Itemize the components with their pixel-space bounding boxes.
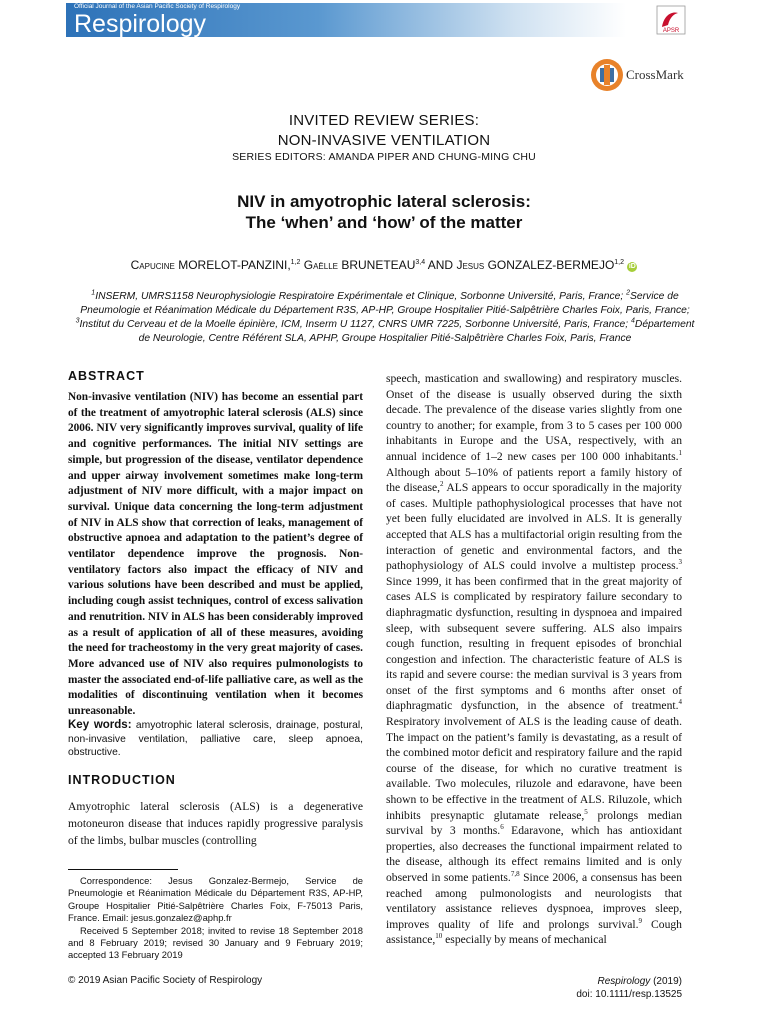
keywords-label: Key words:: [68, 719, 132, 731]
keywords-text: amyotrophic lateral sclerosis, drainage, postural, non-invasive ventilation, palliative care, sleep apnoea, obstructive.: [68, 720, 363, 759]
affil-4: Département de Neurologie, Centre Référent SLA, APHP, Groupe Hospitalier Pitié-Salpêtrière Charles Foix, Paris, France: [138, 319, 695, 344]
author-3-last: GONZALEZ-BERMEJO: [487, 258, 615, 272]
keywords: [68, 719, 363, 760]
affil-num-2: 2: [626, 289, 631, 297]
body-text: Respiratory involvement of ALS is the leading cause of death. The impact on the patient’s family is devastating, as a result of the combined motor deficit and respiratory failure and the rapid course of the disease, for which no curative treatment is available. Two molecules, riluzole and edaravone, have been shown to be effective in the treatment of ALS. Riluzole, which inhibits presynaptic glutamate release,: [386, 715, 682, 822]
affil-num-3: 3: [75, 317, 80, 325]
footnote: [68, 875, 363, 962]
body-text: Although about 5–10% of patients report a family history of the disease,: [386, 465, 682, 495]
body-text: Edaravone, which has antioxidant properties, also decreases the functional impairment related to the disease, although its effect remains limited and is only observed in some patients.: [386, 824, 682, 884]
author-2-first: Gaëlle: [303, 258, 338, 272]
citation[interactable]: 2: [440, 480, 444, 489]
affil-2: Service de Pneumologie et Réanimation Médicale du Département R3S, AP-HP, Groupe Hospitalier Pitié-Salpêtrière Charles Foix, Paris, France;: [80, 291, 690, 316]
citation[interactable]: 9: [638, 916, 642, 925]
abstract-body: Non-invasive ventilation (NIV) has become an essential part of the treatment of amyotrophic lateral sclerosis (ALS) since 2006. NIV very significantly improves survival, quality of life and cognitive performances. The initial NIV settings are simple, but progression of the disease, ventilator dependence and upper airway involvement sometimes make long-term adjustment of NIV more difficult, with a major impact on survival. Unique data concerning the long-term adjustment of NIV in ALS show that correction of leaks, management of obstructive apnoea and adaptation to the patient’s degree of ventilator dependence improve the prognosis. Non-ventilatory factors also impact the efficacy of NIV and various solutions have been described and must be applied, including cough assist techniques, control of excess salivation and renutrition. NIV in ALS has been considerably improved as a result of application of all of these measures, avoiding the need for tracheostomy in the very great majority of cases. More advanced use of NIV also requires pulmonologists to master the associated end-of-life palliative care, as well as the modalities of discontinuing ventilation when it becomes unreasonable.: [68, 391, 363, 718]
journal-banner: [66, 0, 686, 40]
affil-1: INSERM, UMRS1158 Neurophysiologie Respiratoire Expérimentale et Clinique, Sorbonne Université, Paris, France;: [95, 291, 627, 302]
series-editors: SERIES EDITORS: AMANDA PIPER AND CHUNG-MING CHU: [232, 151, 536, 163]
abstract-heading: ABSTRACT: [68, 369, 145, 383]
body-text: ALS appears to occur sporadically in the majority of cases. Multiple pathophysiological processes that have not yet been fully elucidated are involved in ALS. It is generally accepted that ALS has a multifactorial origin resulting from the interaction of genetic and environmental factors, and the pathophysiology of ALS could involve a multistep process.: [386, 481, 682, 573]
introduction-body-continued: [386, 371, 682, 948]
body-text: prolongs median survival by 3 months.: [386, 808, 682, 838]
author-list: [0, 258, 768, 272]
body-text: Cough assistance,: [386, 917, 682, 947]
body-text: speech, mastication and swallowing) and respiratory muscles. Onset of the disease is usually observed during the sixth decade. The prevalence of the disease varies slightly from one country to another; for example, from 3 to 5 cases per 100 000 inhabitants in Europe and the USA, respectively, with an annual incidence of 1–2 new cases per 100 000 inhabitants.: [386, 372, 682, 463]
affil-num-4: 4: [630, 317, 635, 325]
citation[interactable]: 5: [584, 807, 588, 816]
author-1-affil: 1,2: [290, 259, 301, 266]
series-heading-line1: INVITED REVIEW SERIES:: [288, 112, 480, 129]
footer-year: (2019): [650, 976, 682, 987]
author-3-affil: 1,2: [614, 259, 625, 266]
crossmark-badge[interactable]: [590, 56, 710, 96]
author-2-affil: 3,4: [415, 259, 426, 266]
series-heading-line2: NON-INVASIVE VENTILATION: [277, 132, 491, 149]
author-3-first: Jesus: [456, 258, 485, 272]
article-title-line2: The ‘when’ and ‘how’ of the matter: [245, 213, 523, 232]
crossmark-label: CrossMark: [626, 67, 684, 82]
body-text: especially by means of mechanical: [442, 933, 607, 947]
footnote-divider: [68, 869, 178, 870]
article-dates: Received 5 September 2018; invited to revise 18 September 2018 and 8 February 2019; revised 30 January and 9 February 2019; accepted 13 February 2019: [68, 924, 363, 961]
apsr-logo-icon: [656, 5, 686, 35]
citation[interactable]: 7,8: [510, 870, 520, 879]
author-1-first: Capucine: [130, 258, 175, 272]
author-2-last: BRUNETEAU: [341, 258, 416, 272]
article-title-line1: NIV in amyotrophic lateral sclerosis:: [237, 192, 531, 211]
doi[interactable]: doi: 10.1111/resp.13525: [576, 989, 682, 1000]
affil-3: Institut du Cerveau et de la Moelle épinière, ICM, Inserm U 1127, CNRS UMR 7225, Sorbonne Université, Paris, France;: [79, 319, 631, 330]
correspondence: Correspondence: Jesus Gonzalez-Bermejo, Service de Pneumologie et Réanimation Médicale du Département R3S, AP-HP, Groupe Hospitalier Pitié-Salpêtrière Charles Foix, F-75013 Paris, France. Email: jesus.gonzalez@aphp.fr: [68, 875, 363, 924]
introduction-body: Amyotrophic lateral sclerosis (ALS) is a degenerative motoneuron disease that induces rapidly progressive paralysis of the limbs, bulbar muscles (controlling: [68, 800, 363, 847]
footer-journal: Respirology: [597, 976, 651, 987]
journal-title: Respirology: [74, 10, 207, 38]
crossmark-icon: [590, 58, 624, 92]
body-text: Since 1999, it has been confirmed that in the great majority of cases ALS is complicated by respiratory failure secondary to diaphragmatic dysfunction, resulting in dyspnoea and impaired sleep, with subsequent severe suffering. ALS also impairs cough function, resulting in frequent episodes of bronchial congestion and infection. The characteristic feature of ALS is its rapid and severe course: the median survival is 3 years from onset of the first symptoms and 6 months after onset of diaphragmatic dysfunction, in the absence of treatment.: [386, 574, 682, 713]
apsr-logo-text: APSR: [662, 28, 680, 34]
citation[interactable]: 4: [678, 698, 682, 707]
body-text: Since 2006, a consensus has been reached among pulmonologists and neurologists that ventilatory assistance relieves dyspnoea, improves sleep, improves quality of life and prolongs survival.: [386, 871, 682, 931]
introduction-heading: INTRODUCTION: [68, 773, 176, 787]
journal-subtitle: Official Journal of the Asian Pacific Society of Respirology: [74, 3, 241, 10]
citation[interactable]: 10: [435, 932, 443, 941]
citation[interactable]: 6: [500, 823, 504, 832]
affil-num-1: 1: [91, 289, 96, 297]
citation-info: [576, 975, 682, 1001]
author-1-last: MORELOT-PANZINI,: [178, 258, 291, 272]
citation[interactable]: 1: [678, 449, 682, 458]
author-and: AND: [427, 258, 454, 272]
copyright: © 2019 Asian Pacific Society of Respirology: [68, 975, 263, 986]
citation[interactable]: 3: [678, 558, 682, 567]
orcid-icon[interactable]: iD: [628, 263, 636, 270]
affiliations: [70, 290, 700, 346]
